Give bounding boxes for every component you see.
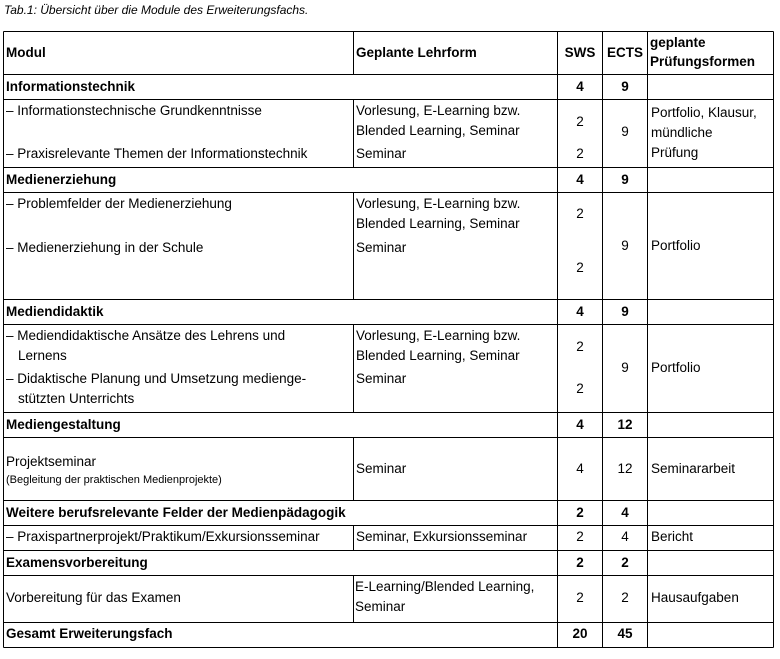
total-sws: 20: [572, 626, 588, 641]
lehrform-line: Blended Learning, Seminar: [356, 348, 520, 363]
header-pruefung-line2: Prüfungsformen: [650, 54, 756, 69]
item-ects: 9: [621, 238, 629, 253]
section-title: Examensvorbereitung: [6, 555, 148, 570]
section-sws: 4: [576, 417, 584, 432]
section-ects: 12: [617, 417, 633, 432]
module-item: – Problemfelder der Medienerziehung: [6, 196, 232, 211]
pruefung-line: Portfolio: [651, 238, 701, 253]
section-sws: 2: [576, 505, 584, 520]
lehrform-line: Blended Learning, Seminar: [356, 216, 520, 231]
lehrform-line: Seminar: [356, 371, 407, 386]
lehrform-line: Blended Learning, Seminar: [356, 123, 520, 138]
section-sws: 2: [576, 555, 584, 570]
lehrform-line: Seminar: [355, 599, 406, 614]
module-item: – Praxisrelevante Themen der Informationstechnik: [6, 146, 308, 161]
section-title: Medienerziehung: [6, 172, 117, 187]
module-item: – Informationstechnische Grundkenntnisse: [6, 103, 262, 118]
lehrform-line: E-Learning/Blended Learning,: [355, 579, 535, 594]
lehrform-line: Seminar, Exkursionsseminar: [356, 529, 528, 544]
lehrform-line: Vorlesung, E-Learning bzw.: [356, 103, 521, 118]
pruefung-line: mündliche: [651, 125, 713, 140]
module-item-cont: Lernens: [18, 348, 67, 363]
section-ects: 2: [621, 555, 629, 570]
item-ects: 12: [617, 461, 633, 476]
pruefung-line: Prüfung: [651, 145, 699, 160]
module-item-note: (Begleitung der praktischen Medienprojekte): [6, 474, 222, 486]
header-ects: ECTS: [606, 45, 643, 60]
module-item: – Medienerziehung in der Schule: [6, 240, 204, 255]
lehrform-line: Vorlesung, E-Learning bzw.: [356, 196, 521, 211]
item-sws: 2: [576, 146, 584, 161]
item-sws: 2: [576, 339, 584, 354]
header-pruefung-line1: geplante: [650, 35, 706, 50]
header-modul: Modul: [6, 45, 46, 60]
module-item: – Didaktische Planung und Umsetzung medienge-: [6, 371, 307, 386]
pruefung-line: Bericht: [651, 529, 694, 544]
item-ects: 9: [621, 124, 629, 139]
section-ects: 9: [621, 79, 629, 94]
item-sws: 2: [576, 114, 584, 129]
total-ects: 45: [617, 626, 633, 641]
section-title: Informationstechnik: [6, 79, 136, 94]
section-title: Mediendidaktik: [6, 304, 104, 319]
pruefung-line: Seminararbeit: [651, 461, 736, 476]
section-sws: 4: [576, 172, 584, 187]
section-sws: 4: [576, 79, 584, 94]
module-item: – Mediendidaktische Ansätze des Lehrens und: [6, 328, 286, 343]
module-item: – Praxispartnerprojekt/Praktikum/Exkursionsseminar: [6, 529, 320, 544]
section-title: Weitere berufsrelevante Felder der Medienpädagogik: [6, 505, 346, 520]
module-item-cont: stützten Unterrichts: [18, 391, 135, 406]
pruefung-line: Portfolio, Klausur,: [651, 105, 757, 120]
item-ects: 9: [621, 360, 629, 375]
item-sws: 2: [576, 206, 584, 221]
section-ects: 9: [621, 304, 629, 319]
module-item: Vorbereitung für das Examen: [6, 590, 181, 605]
total-title: Gesamt Erweiterungsfach: [6, 626, 173, 641]
lehrform-line: Seminar: [356, 461, 407, 476]
item-sws: 2: [576, 381, 584, 396]
section-sws: 4: [576, 304, 584, 319]
item-sws: 2: [576, 260, 584, 275]
pruefung-line: Hausaufgaben: [651, 590, 739, 605]
item-ects: 4: [621, 529, 629, 544]
section-ects: 4: [621, 505, 629, 520]
item-ects: 2: [621, 590, 629, 605]
lehrform-line: Seminar: [356, 146, 407, 161]
item-sws: 4: [576, 461, 584, 476]
lehrform-line: Seminar: [356, 240, 407, 255]
table-caption: Tab.1: Übersicht über die Module des Erweiterungsfachs.: [4, 3, 309, 17]
section-ects: 9: [621, 172, 629, 187]
header-lehrform: Geplante Lehrform: [356, 45, 477, 60]
item-sws: 2: [576, 529, 584, 544]
header-sws: SWS: [564, 45, 596, 60]
item-sws: 2: [576, 590, 584, 605]
pruefung-line: Portfolio: [651, 360, 701, 375]
module-item: Projektseminar: [6, 454, 97, 469]
section-title: Mediengestaltung: [6, 417, 121, 432]
lehrform-line: Vorlesung, E-Learning bzw.: [356, 328, 521, 343]
